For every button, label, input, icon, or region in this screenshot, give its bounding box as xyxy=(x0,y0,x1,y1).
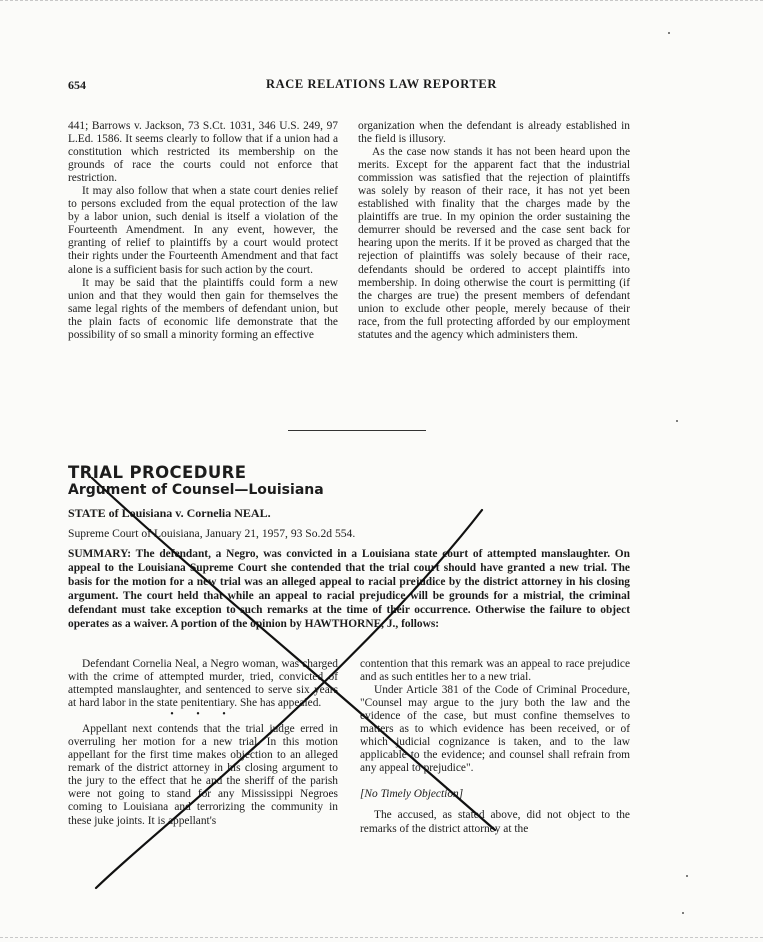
case-summary xyxy=(68,547,630,631)
running-title: RACE RELATIONS LAW REPORTER xyxy=(266,77,497,91)
page-number: 654 xyxy=(68,78,86,92)
top-left-column xyxy=(68,120,338,342)
paragraph: The accused, as stated above, did not object to the remarks of the district attorney at the xyxy=(360,809,630,835)
top-right-column xyxy=(358,120,630,342)
summary-text: The defendant, a Negro, was convicted in a Louisiana state court of attempted manslaughter. On appeal to the Louisiana Supreme Court she contended that the trial court should have granted a new trial. The basis for the motion for a new trial was an alleged appeal to racial prejudice by the district attorney in his closing argument. The court held that while an appeal to racial prejudice will be grounds for a mistrial, the criminal defendant must take exception to such remarks at the time of their occurrence. Otherwise the failure to object operates as a waiver. A portion of the opinion by HAWTHORNE, J., follows: xyxy=(68,548,630,630)
separator-dots: • • • xyxy=(170,709,236,721)
summary-label: SUMMARY: xyxy=(68,548,132,560)
bottom-scan-edge xyxy=(0,937,763,939)
scan-speck xyxy=(676,420,678,422)
subheading: [No Timely Objection] xyxy=(360,788,464,801)
court-citation: Supreme Court of Louisiana, January 21, 1957, 93 So.2d 554. xyxy=(68,527,356,540)
section-subtitle: Argument of Counsel—Louisiana xyxy=(68,482,324,498)
section-title: TRIAL PROCEDURE xyxy=(68,463,247,482)
scan-speck xyxy=(682,912,684,914)
paragraph: 441; Barrows v. Jackson, 73 S.Ct. 1031, 346 U.S. 249, 97 L.Ed. 1586. It seems clearly to follow that if a union had a constitution which restricted its membership on the grounds of race the courts could not enforce that restriction. xyxy=(68,120,338,185)
paragraph: organization when the defendant is already established in the field is illusory. xyxy=(358,120,630,146)
paragraph: contention that this remark was an appeal to race prejudice and as such entitles her to a new trial. xyxy=(360,658,630,684)
paragraph: It may also follow that when a state court denies relief to persons excluded from the equal protection of the law by a labor union, such denial is itself a violation of the Fourteenth Amendment. In any event, however, the granting of relief to plaintiffs by a court would protect their rights under the Fourteenth Amendment and that fact alone is a sufficient basis for such action by the court. xyxy=(68,185,338,276)
bottom-left-column xyxy=(68,658,338,828)
bottom-right-column xyxy=(360,658,630,836)
paragraph: It may be said that the plaintiffs could form a new union and that they would then gain for themselves the same legal rights of the members of defendant union, but the plain facts of economic life demonstrate that the possibility of so small a minority forming an effective xyxy=(68,276,338,341)
section-divider xyxy=(288,430,426,431)
scan-speck xyxy=(668,32,670,34)
paragraph: Appellant next contends that the trial judge erred in overruling her motion for a new trial. In this motion appellant for the first time makes objection to an alleged remark of the district attorney in his closing argument to the jury to the effect that he and the sheriff of the parish were not going to stand for any Mississippi Negroes coming to Louisiana and terrorizing the community in these juke joints. It is appellant's xyxy=(68,723,338,827)
scan-speck xyxy=(686,875,688,877)
top-scan-edge xyxy=(0,0,763,2)
paragraph: Defendant Cornelia Neal, a Negro woman, was charged with the crime of attempted murder, tried, convicted of attempted manslaughter, and sentenced to serve six years at hard labor in the state penitentiary. She has appealed. xyxy=(68,658,338,710)
case-name: STATE of Louisiana v. Cornelia NEAL. xyxy=(68,506,271,520)
paragraph: Under Article 381 of the Code of Criminal Procedure, "Counsel may argue to the jury both the law and the evidence of the case, but must confine themselves to matters as to which evidence has been received, or of which judicial cognizance is taken, and to the law applicable to the evidence; and counsel shall refrain from any appeal to prejudice". xyxy=(360,684,630,775)
paragraph: As the case now stands it has not been heard upon the merits. Except for the apparent fact that the industrial commission was satisfied that the rejection of plaintiffs was solely by reason of their race, it has not yet been established with finality that the charges made by the plaintiffs are true. In my opinion the order sustaining the demurrer should be reversed and the case sent back for hearing upon the merits. If it be proved as charged that the rejection of plaintiffs was solely because of their race, defendants should be ordered to accept plaintiffs into membership. In doing otherwise the court is permitting (if the charges are true) the present members of defendant union to exclude other people, merely because of their race, from the full protecting afforded by our employment statutes and the agency which administers them. xyxy=(358,146,630,341)
